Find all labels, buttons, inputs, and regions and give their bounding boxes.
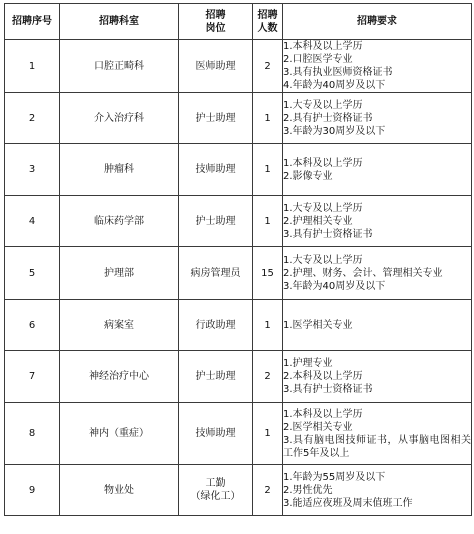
requirement-line: 1.大专及以上学历 [283, 254, 363, 266]
cell-seq: 6 [5, 300, 60, 351]
cell-count: 15 [253, 247, 283, 300]
table-row [5, 40, 472, 93]
header-post [179, 4, 253, 40]
cell-post [179, 93, 253, 144]
cell-dept: 护理部 [60, 247, 179, 300]
cell-seq: 7 [5, 351, 60, 403]
cell-post-line: 行政助理 [195, 319, 236, 331]
cell-count: 1 [253, 93, 283, 144]
header-post-line: 岗位 [205, 22, 226, 34]
cell-dept: 口腔正畸科 [60, 40, 179, 93]
cell-dept: 病案室 [60, 300, 179, 351]
requirement-line: 3.能适应夜班及周末值班工作 [283, 497, 413, 509]
cell-requirements [283, 93, 472, 144]
cell-count: 2 [253, 351, 283, 403]
requirement-line: 4.年龄为40周岁及以下 [283, 80, 386, 91]
cell-requirements [283, 351, 472, 403]
cell-post [179, 403, 253, 465]
cell-post [179, 351, 253, 403]
requirement-line: 2.男性优先 [283, 484, 333, 496]
cell-requirements [283, 196, 472, 247]
requirement-line: 1.本科及以上学历 [283, 41, 363, 52]
table-body [5, 40, 472, 516]
requirement-line: 1.大专及以上学历 [283, 99, 363, 111]
cell-post [179, 247, 253, 300]
header-seq: 招聘序号 [5, 4, 60, 40]
cell-seq: 5 [5, 247, 60, 300]
requirement-line: 3.年龄为40周岁及以下 [283, 280, 386, 292]
requirement-line: 2.本科及以上学历 [283, 371, 363, 382]
cell-post [179, 144, 253, 196]
cell-requirements [283, 300, 472, 351]
table-row [5, 351, 472, 403]
requirement-line: 1.护理专业 [283, 358, 333, 369]
cell-requirements [283, 40, 472, 93]
cell-count: 1 [253, 300, 283, 351]
requirement-line: 3.具有脑电图技师证书，从事脑电图相关工作5年及以上 [283, 434, 471, 459]
cell-count: 2 [253, 465, 283, 516]
requirement-line: 1.大专及以上学历 [283, 202, 363, 214]
cell-seq: 4 [5, 196, 60, 247]
cell-requirements [283, 247, 472, 300]
requirement-line: 1.本科及以上学历 [283, 408, 363, 420]
cell-post-line: 医师助理 [195, 60, 236, 72]
requirement-line: 3.具有护士资格证书 [283, 384, 373, 395]
cell-requirements [283, 144, 472, 196]
requirement-line: 2.具有护士资格证书 [283, 112, 373, 124]
cell-post-line: 护士助理 [195, 215, 236, 227]
requirement-line: 3.年龄为30周岁及以下 [283, 125, 386, 137]
recruitment-table [4, 3, 472, 516]
header-count [253, 4, 283, 40]
cell-count: 1 [253, 144, 283, 196]
cell-post-line: 技师助理 [195, 164, 236, 175]
header-post-line: 招聘 [205, 9, 226, 21]
requirement-line: 2.口腔医学专业 [283, 54, 353, 65]
cell-post-line: 技师助理 [195, 428, 236, 439]
cell-dept: 肿瘤科 [60, 144, 179, 196]
cell-seq: 1 [5, 40, 60, 93]
cell-count: 1 [253, 403, 283, 465]
cell-post-line: 工勤 [205, 478, 226, 489]
requirement-line: 1.年龄为55周岁及以下 [283, 471, 386, 483]
table-row [5, 93, 472, 144]
cell-dept: 神内（重症） [60, 403, 179, 465]
header-dept: 招聘科室 [60, 4, 179, 40]
table-row [5, 465, 472, 516]
cell-seq: 2 [5, 93, 60, 144]
requirement-line: 1.医学相关专业 [283, 319, 353, 331]
cell-seq: 3 [5, 144, 60, 196]
cell-seq: 9 [5, 465, 60, 516]
cell-requirements [283, 465, 472, 516]
header-req: 招聘要求 [283, 4, 472, 40]
cell-count: 2 [253, 40, 283, 93]
cell-post-line: 护士助理 [195, 371, 236, 382]
table-row [5, 403, 472, 465]
requirement-line: 2.护理相关专业 [283, 215, 353, 227]
header-count-line: 人数 [257, 22, 278, 34]
cell-dept: 物业处 [60, 465, 179, 516]
requirement-line: 2.影像专业 [283, 170, 333, 182]
cell-seq: 8 [5, 403, 60, 465]
cell-dept: 介入治疗科 [60, 93, 179, 144]
cell-post [179, 465, 253, 516]
header-row [5, 4, 472, 40]
table-row [5, 300, 472, 351]
cell-dept: 神经治疗中心 [60, 351, 179, 403]
cell-post-line: （绿化工） [190, 491, 241, 502]
cell-post [179, 196, 253, 247]
table-row [5, 196, 472, 247]
requirement-line: 2.护理、财务、会计、管理相关专业 [283, 267, 443, 279]
requirement-line: 2.医学相关专业 [283, 421, 353, 433]
cell-dept: 临床药学部 [60, 196, 179, 247]
cell-requirements [283, 403, 472, 465]
cell-post-line: 护士助理 [195, 112, 236, 124]
cell-post [179, 40, 253, 93]
cell-post-line: 病房管理员 [190, 267, 241, 279]
cell-post [179, 300, 253, 351]
header-count-line: 招聘 [257, 9, 278, 21]
requirement-line: 3.具有执业医师资格证书 [283, 67, 393, 78]
requirement-line: 1.本科及以上学历 [283, 157, 363, 169]
cell-count: 1 [253, 196, 283, 247]
table-row [5, 247, 472, 300]
requirement-line: 3.具有护士资格证书 [283, 228, 373, 240]
table-row [5, 144, 472, 196]
